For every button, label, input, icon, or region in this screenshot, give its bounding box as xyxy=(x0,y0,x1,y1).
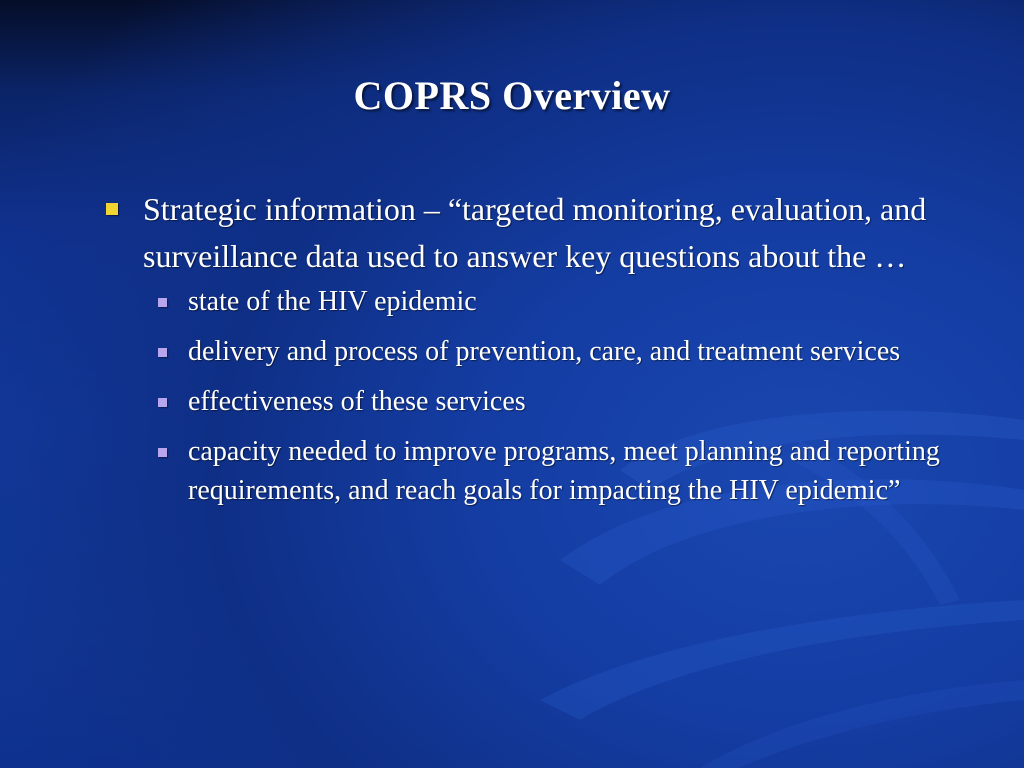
square-bullet-icon xyxy=(158,398,167,407)
sub-bullet-text: state of the HIV epidemic xyxy=(188,286,477,317)
bullet-level1 xyxy=(100,186,960,280)
sub-bullet-item xyxy=(146,432,960,510)
slide-body xyxy=(100,186,960,521)
square-bullet-icon xyxy=(158,298,167,307)
sub-bullet-text: delivery and process of prevention, care, and treatment services xyxy=(188,336,901,367)
square-bullet-icon xyxy=(158,348,167,357)
sub-bullet-list xyxy=(100,282,960,510)
sub-bullet-item xyxy=(146,382,960,421)
slide-title: COPRS Overview xyxy=(353,73,671,118)
bullet-level1-text: Strategic information – “targeted monitoring, evaluation, and surveillance data used to answer key questions about the … xyxy=(143,191,927,274)
sub-bullet-item xyxy=(146,282,960,321)
square-bullet-icon xyxy=(106,203,118,215)
sub-bullet-item xyxy=(146,332,960,371)
square-bullet-icon xyxy=(158,448,167,457)
sub-bullet-text: effectiveness of these services xyxy=(188,386,526,417)
sub-bullet-text: capacity needed to improve programs, meet planning and reporting requirements, and reach goals for impacting the HIV epidemic” xyxy=(188,436,940,506)
